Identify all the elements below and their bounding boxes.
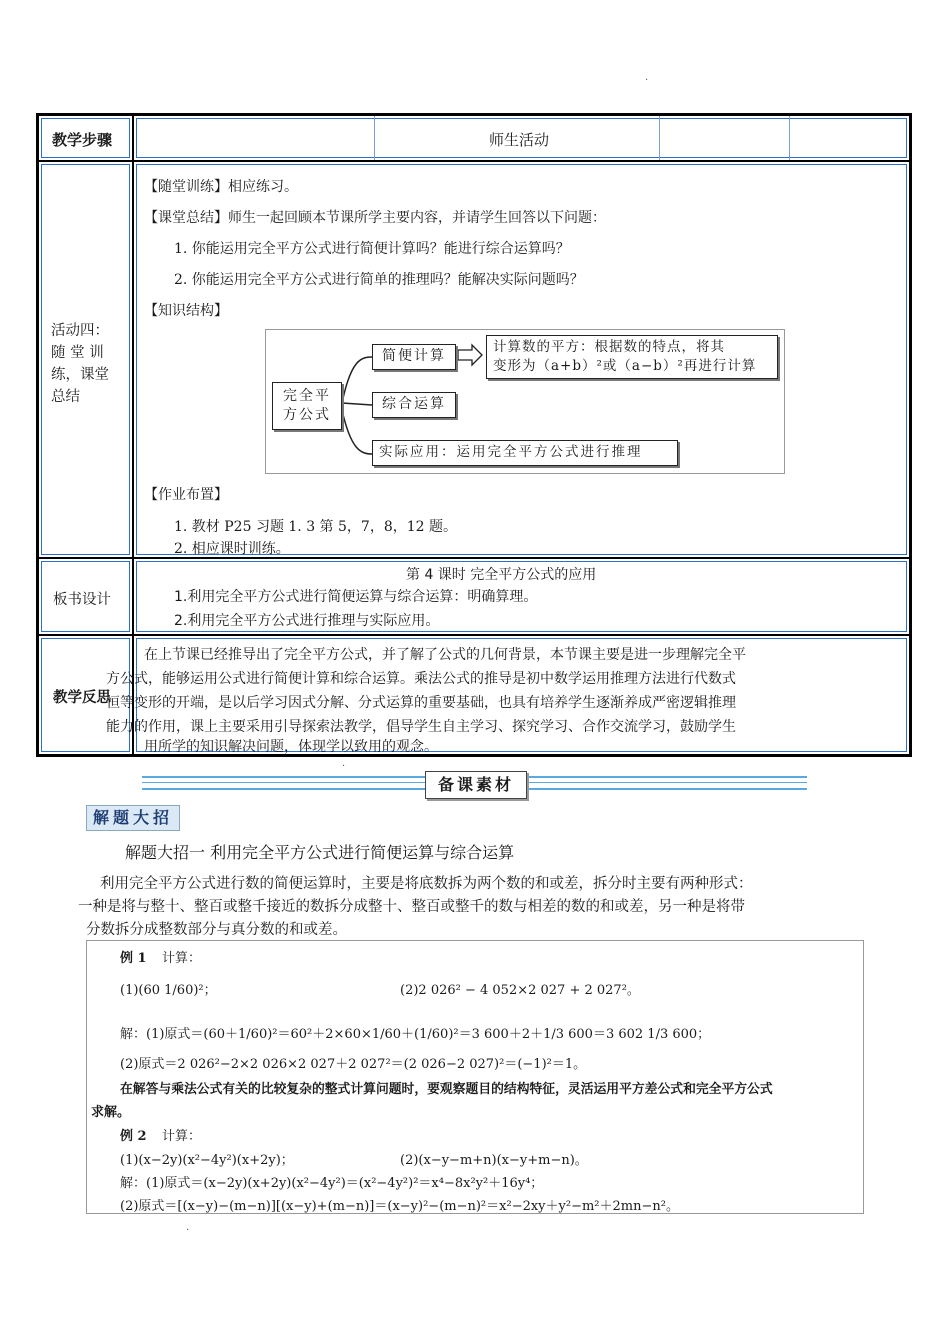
intro-line-1: 利用完全平方公式进行数的简便运算时，主要是将底数拆为两个数的和或差，拆分时主要有两种形式： xyxy=(100,876,753,892)
activity4-label-4: 总结 xyxy=(51,389,80,405)
lesson-table xyxy=(36,113,912,757)
footer-marker: . xyxy=(186,1222,190,1233)
activity4-label-2: 随 堂 训 xyxy=(51,345,104,361)
homework-title: 【作业布置】 xyxy=(144,487,228,503)
question-1: 1. 你能运用完全平方公式进行简便计算吗？能进行综合运算吗？ xyxy=(174,241,570,257)
mid-marker: . xyxy=(342,758,346,769)
header-activity: 师生活动 xyxy=(489,131,550,149)
page-marker: . xyxy=(645,72,649,83)
root-line-1: 完全平 xyxy=(283,388,331,404)
example-1-part-2: (2)2 026² − 4 052×2 027 + 2 027²。 xyxy=(400,983,640,998)
example-2-part-2: (2)(x−y−m+n)(x−y+m−n)。 xyxy=(400,1153,588,1168)
reflection-line-5: 用所学的知识解决问题，体现学以致用的观念。 xyxy=(144,739,438,755)
activity4-label-1: 活动四： xyxy=(51,323,109,339)
reflection-line-3: 恒等变形的开端，是以后学习因式分解、分式运算的重要基础，也具有培养学生逐渐养成严密逻辑推理 xyxy=(106,695,736,711)
example-1-part-1: (1)(60 1/60)²； xyxy=(120,983,217,998)
activity4-content-cell xyxy=(133,161,910,558)
intro-line-3: 分数拆分成整数部分与真分数的和或差。 xyxy=(86,922,347,938)
example-2-prompt: 计算： xyxy=(162,1129,202,1144)
example-1-solution-1: 解：(1)原式＝(60＋1/60)²＝60²＋2×60×1/60＋(1/60)²＝3 600＋2＋1/3 600＝3 602 1/3 600； xyxy=(120,1027,711,1042)
section-title: 解题大招一 利用完全平方公式进行简便运算与综合运算 xyxy=(125,843,515,862)
header-activity-cell xyxy=(133,115,910,161)
structure-title: 【知识结构】 xyxy=(144,303,228,319)
homework-2: 2. 相应课时训练。 xyxy=(174,541,290,557)
method-note-2: 求解。 xyxy=(91,1105,131,1120)
example-2-solution-1: 解：(1)原式＝(x−2y)(x+2y)(x²−4y²)＝(x²−4y²)²＝x⁴−8x²y²＋16y⁴； xyxy=(120,1176,544,1191)
activity4-label-3: 练，课堂 xyxy=(51,367,109,383)
detail-line-1: 计算数的平方：根据数的特点，将其 xyxy=(493,339,725,355)
branch-simple-calc: 简便计算 xyxy=(372,344,456,370)
branch-simple-calc-detail xyxy=(486,335,778,379)
question-2: 2. 你能运用完全平方公式进行简单的推理吗？能解决实际问题吗？ xyxy=(174,272,584,288)
example-1-prompt: 计算： xyxy=(162,951,202,966)
header-step-cell xyxy=(38,115,133,161)
branch-application: 实际应用：运用完全平方公式进行推理 xyxy=(372,440,678,466)
summary-text: 【课堂总结】师生一起回顾本节课所学主要内容，并请学生回答以下问题： xyxy=(144,210,606,226)
example-1-label: 例 1 xyxy=(120,951,147,966)
detail-line-2: 变形为（a+b）²或（a−b）²再进行计算 xyxy=(493,358,757,374)
examples-box xyxy=(86,940,864,1214)
board-line-2: 2.利用完全平方公式进行推理与实际应用。 xyxy=(174,613,440,629)
knowledge-structure-diagram xyxy=(265,329,785,474)
intro-line-2: 一种是将与整十、整百或整千接近的数拆分成整十、整百或整千的数与相差的数的和或差，另一种是将带 xyxy=(78,899,745,915)
board-label: 板书设计 xyxy=(53,592,111,608)
example-1-solution-2: (2)原式＝2 026²−2×2 026×2 027＋2 027²＝(2 026−2 027)²＝(−1)²＝1。 xyxy=(120,1057,587,1072)
activity4-label-cell xyxy=(38,161,133,558)
homework-1: 1. 教材 P25 习题 1. 3 第 5，7，8，12 题。 xyxy=(174,519,457,535)
banner-title: 备课素材 xyxy=(425,771,527,799)
board-line-1: 1.利用完全平方公式进行简便运算与综合运算：明确算理。 xyxy=(174,589,538,605)
example-2-solution-2: (2)原式＝[(x−y)−(m−n)][(x−y)+(m−n)]＝(x−y)²−(m−n)²＝x²−2xy＋y²−m²＋2mn−n²。 xyxy=(120,1199,679,1214)
reflection-label: 教学反思 xyxy=(53,690,111,706)
board-label-cell xyxy=(38,558,133,635)
reflection-line-2: 方公式，能够运用公式进行简便计算和综合运算。乘法公式的推导是初中数学运用推理方法进行代数式 xyxy=(106,671,736,687)
root-box xyxy=(272,382,342,430)
board-content-cell xyxy=(133,558,910,635)
method-note-1: 在解答与乘法公式有关的比较复杂的整式计算问题时，要观察题目的结构特征，灵活运用平方差公式和完全平方公式 xyxy=(120,1082,773,1097)
reflection-line-1: 在上节课已经推导出了完全平方公式，并了解了公式的几何背景，本节课主要是进一步理解完全平 xyxy=(144,647,746,663)
example-2-part-1: (1)(x−2y)(x²−4y²)(x+2y)； xyxy=(120,1153,294,1168)
strategy-tag: 解题大招 xyxy=(86,805,180,831)
example-2-label: 例 2 xyxy=(120,1129,147,1144)
header-step: 教学步骤 xyxy=(52,131,113,149)
reflection-content-cell xyxy=(106,635,910,755)
practice-text: 【随堂训练】相应练习。 xyxy=(144,179,298,195)
board-title: 第 4 课时 完全平方公式的应用 xyxy=(406,567,597,583)
reflection-line-4: 能力的作用，课上主要采用引导探索法教学，倡导学生自主学习、探究学习、合作交流学习，鼓励学生 xyxy=(106,719,736,735)
root-line-2: 方公式 xyxy=(283,407,331,423)
prep-material-banner xyxy=(142,768,807,800)
branch-combined-op: 综合运算 xyxy=(372,392,456,418)
